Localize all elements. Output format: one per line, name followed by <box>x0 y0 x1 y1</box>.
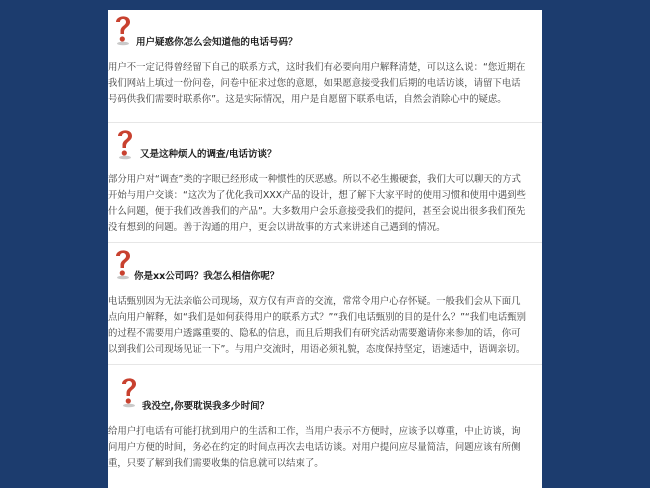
paragraph-line: 问用户方便的时间，务必在约定的时间点再次去电话访谈。对用户提问应尽量简洁，问题应该有所侧 <box>108 442 521 453</box>
section-heading: 又是这种烦人的调查/电话访谈？ <box>140 149 277 160</box>
paragraph-line: 的过程不需要用户透露重要的、隐私的信息，而且后期我们有研究活动需要邀请你来参加的话，你可 <box>108 328 521 339</box>
document-page <box>108 10 542 488</box>
paragraph-line: 电话甄别因为无法亲临公司现场，双方仅有声音的交流，常常令用户心存怀疑。一般我们会从下面几 <box>108 296 521 307</box>
paragraph-line: 给用户打电话有可能打扰到用户的生活和工作，当用户表示不方便时，应该予以尊重，中止访谈，询 <box>108 426 521 437</box>
question-mark-icon <box>112 12 134 46</box>
paragraph-line: 用户不一定记得曾经留下自己的联系方式，这时我们有必要向用户解释清楚，可以这么说：“您近期在 <box>108 62 526 73</box>
paragraph-line: 重，只要了解到我们需要收集的信息就可以结束了。 <box>108 458 324 469</box>
paragraph-line: 没有想到的问题。善于沟通的用户，更会以讲故事的方式来讲述自己遇到的情况。 <box>108 222 446 233</box>
section-heading: 你是xx公司吗？我怎么相信你呢？ <box>134 271 280 282</box>
section-divider <box>108 364 542 365</box>
paragraph-line: 点向用户解释，如“我们是如何获得用户的联系方式？”“我们电话甄别的目的是什么？”“我们电话甄别 <box>108 312 527 323</box>
paragraph-line: 开始与用户交谈：“这次为了优化我司XXX产品的设计，想了解下大家平时的使用习惯和使用中遇到些 <box>108 190 526 201</box>
paragraph-line: 我们网站上填过一份问卷，问卷中征求过您的意愿，如果愿意接受我们后期的电话访谈，请留下电话 <box>108 78 521 89</box>
paragraph-line: 部分用户对“调查”类的字眼已经形成一种惯性的厌恶感。所以不必生搬硬套，我们大可以聊天的方式 <box>108 174 521 185</box>
section-divider <box>108 242 542 243</box>
section-divider <box>108 122 542 123</box>
section-paragraph <box>108 172 542 236</box>
question-mark-icon <box>118 374 140 408</box>
section-heading: 我没空,你要耽误我多少时间？ <box>142 401 270 412</box>
paragraph-line: 以到我们公司现场见证一下”。与用户交流时，用语必须礼貌，态度保持坚定，语速适中，语调亲切。 <box>108 344 526 355</box>
section-paragraph <box>108 294 542 358</box>
section-heading: 用户疑惑你怎么会知道他的电话号码？ <box>136 37 298 48</box>
paragraph-line: 什么问题，便于我们改善我们的产品”。大多数用户会乐意接受我们的提问，甚至会说出很多我们预先 <box>108 206 526 217</box>
section-paragraph <box>108 424 542 472</box>
question-mark-icon <box>114 126 136 160</box>
section-paragraph <box>108 60 542 108</box>
paragraph-line: 号码供我们需要时联系你”。这是实际情况，用户是自愿留下联系电话，自然会消除心中的疑虑。 <box>108 94 507 105</box>
question-mark-icon <box>112 246 134 280</box>
